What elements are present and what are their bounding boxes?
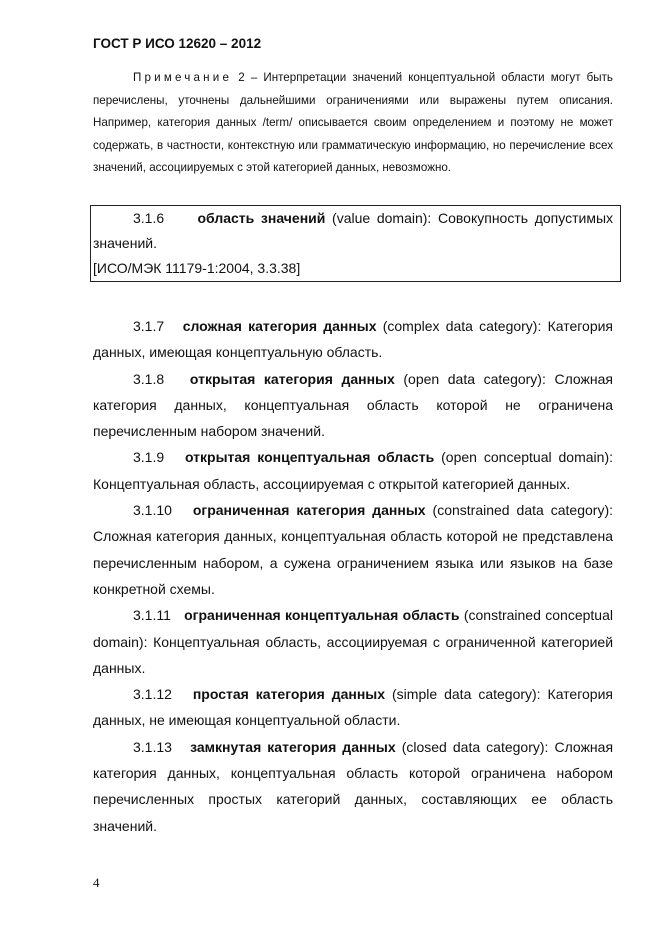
note-text: – Интерпретации значений концептуальной области могут быть перечислены, уточнены дальнейшими ограничениями или выражены путем описания. Например, категория данных /term/ описывается своим определением и поэтому не может содержать, в частности, контекстную или грамматическую информацию, но перечисление всех значений, ассоциируемых с этой категорией данных, невозможно. (93, 71, 613, 175)
term-number: 3.1.8 (133, 370, 165, 387)
term-english: (constrained data category): (432, 502, 613, 519)
note-block (93, 67, 613, 180)
term-entry (93, 681, 613, 734)
term-entry (93, 497, 613, 602)
term-definition: Совокупность допустимых значений. (93, 210, 614, 251)
term-english: (open conceptual domain): (441, 449, 613, 466)
term-title: открытая концептуальная область (184, 449, 435, 466)
page-number: 4 (93, 875, 100, 890)
term-english: (constrained conceptual domain): (93, 607, 613, 650)
term-title: открытая категория данных (189, 370, 395, 387)
term-number: 3.1.10 (133, 502, 172, 519)
term-definition: Сложная категория данных, концептуальная область которой ограничена набором перечисленных простых категорий данных, составляющих ее область значений. (93, 738, 614, 834)
term-entry (93, 366, 613, 445)
term-entry (93, 313, 613, 366)
term-title: сложная категория данных (182, 318, 377, 334)
document-header: ГОСТ Р ИСО 12620 – 2012 (93, 36, 262, 51)
term-number: 3.1.13 (133, 738, 172, 755)
term-number: 3.1.9 (133, 449, 165, 466)
term-number: 3.1.7 (133, 318, 165, 334)
term-source: [ИСО/МЭК 11179-1:2004, 3.3.38] (93, 260, 301, 276)
term-title: область значений (197, 210, 326, 226)
term-title: ограниченная концептуальная область (184, 607, 460, 624)
term-definition: Концептуальная область, ассоциируемая с ограниченной категорией данных. (93, 633, 614, 676)
term-entry (93, 602, 613, 681)
term-entry (93, 206, 613, 256)
note-paragraph (93, 67, 613, 180)
term-entry (93, 734, 613, 839)
term-title: простая категория данных (192, 686, 386, 703)
term-title: ограниченная категория данных (192, 502, 426, 519)
note-number: 2 (238, 71, 245, 84)
term-definition: Категория данных, имеющая концептуальную область. (93, 318, 614, 361)
note-label: Примечание (133, 71, 233, 84)
term-english: (open data category): (403, 370, 546, 387)
term-definition: Сложная категория данных, концептуальная область которой не представлена перечисленным набором, а сужена ограничением языка или языков на базе конкретной схемы. (93, 528, 613, 597)
term-entry (93, 444, 613, 497)
term-english: (value domain): (332, 210, 432, 226)
term-definition: Концептуальная область, ассоциируемая с открытой категорией данных. (93, 475, 571, 492)
boxed-term (93, 206, 613, 281)
term-number: 3.1.11 (133, 607, 171, 624)
term-title: замкнутая категория данных (190, 738, 396, 755)
term-number: 3.1.12 (133, 686, 172, 703)
term-english: (complex data category): (382, 318, 542, 334)
term-number: 3.1.6 (133, 210, 165, 226)
term-definition: Сложная категория данных, концептуальная область которой не ограничена перечисленным набором значений. (93, 370, 613, 440)
terms-list (93, 313, 613, 839)
term-english: (closed data category): (401, 738, 549, 755)
term-english: (simple data category): (392, 686, 541, 703)
term-definition: Категория данных, не имеющая концептуальной области. (93, 686, 613, 729)
